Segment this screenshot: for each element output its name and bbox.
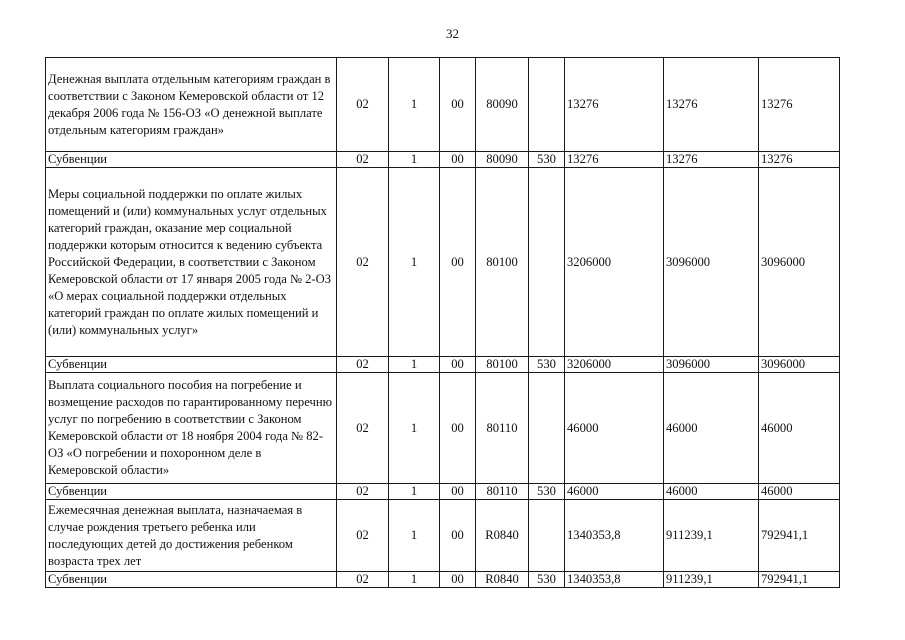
amount-cell: 3206000 — [565, 357, 664, 373]
amount-cell: 13276 — [565, 58, 664, 152]
code-cell: 00 — [440, 572, 476, 588]
expense-type-cell: 530 — [529, 572, 565, 588]
table-row — [46, 168, 840, 357]
code-cell: 02 — [337, 152, 389, 168]
code-cell: 02 — [337, 168, 389, 357]
amount-cell: 792941,1 — [759, 500, 840, 572]
code-cell: 00 — [440, 152, 476, 168]
code-cell: 00 — [440, 168, 476, 357]
amount-cell: 1340353,8 — [565, 572, 664, 588]
row-description: Субвенции — [46, 357, 337, 373]
code-cell: 80110 — [476, 373, 529, 484]
amount-cell: 3206000 — [565, 168, 664, 357]
row-description: Денежная выплата отдельным категориям граждан в соответствии с Законом Кемеровской области от 12 декабря 2006 года № 156-ОЗ «О денежной выплате отдельным категориям граждан» — [46, 58, 337, 152]
expense-type-cell — [529, 58, 565, 152]
code-cell: 80100 — [476, 168, 529, 357]
code-cell: 1 — [389, 373, 440, 484]
code-cell: 80090 — [476, 152, 529, 168]
code-cell: 00 — [440, 357, 476, 373]
code-cell: 00 — [440, 484, 476, 500]
amount-cell: 46000 — [565, 484, 664, 500]
code-cell: 02 — [337, 500, 389, 572]
code-cell: 02 — [337, 484, 389, 500]
code-cell: 00 — [440, 500, 476, 572]
code-cell: 1 — [389, 357, 440, 373]
amount-cell: 13276 — [759, 58, 840, 152]
amount-cell: 1340353,8 — [565, 500, 664, 572]
code-cell: 1 — [389, 484, 440, 500]
table-row — [46, 152, 840, 168]
code-cell: 1 — [389, 152, 440, 168]
code-cell: 80110 — [476, 484, 529, 500]
amount-cell: 46000 — [565, 373, 664, 484]
code-cell: 00 — [440, 58, 476, 152]
expense-type-cell — [529, 373, 565, 484]
code-cell: 1 — [389, 58, 440, 152]
amount-cell: 911239,1 — [664, 572, 759, 588]
amount-cell: 13276 — [664, 58, 759, 152]
amount-cell: 46000 — [759, 484, 840, 500]
expense-type-cell: 530 — [529, 484, 565, 500]
budget-table — [45, 57, 840, 588]
row-description: Субвенции — [46, 152, 337, 168]
code-cell: 00 — [440, 373, 476, 484]
page-number: 32 — [446, 26, 459, 41]
code-cell: 02 — [337, 572, 389, 588]
amount-cell: 3096000 — [664, 168, 759, 357]
code-cell: 02 — [337, 357, 389, 373]
code-cell: 1 — [389, 168, 440, 357]
code-cell: 1 — [389, 500, 440, 572]
code-cell: 02 — [337, 373, 389, 484]
amount-cell: 792941,1 — [759, 572, 840, 588]
amount-cell: 13276 — [759, 152, 840, 168]
amount-cell: 3096000 — [664, 357, 759, 373]
amount-cell: 13276 — [565, 152, 664, 168]
expense-type-cell — [529, 168, 565, 357]
amount-cell: 46000 — [759, 373, 840, 484]
expense-type-cell: 530 — [529, 152, 565, 168]
table-row — [46, 572, 840, 588]
code-cell: 80090 — [476, 58, 529, 152]
table-row — [46, 58, 840, 152]
row-description: Субвенции — [46, 484, 337, 500]
table-row — [46, 500, 840, 572]
table-row — [46, 484, 840, 500]
amount-cell: 3096000 — [759, 168, 840, 357]
code-cell: R0840 — [476, 572, 529, 588]
row-description: Ежемесячная денежная выплата, назначаемая в случае рождения третьего ребенка или последующих детей до достижения ребенком возраста трех лет — [46, 500, 337, 572]
code-cell: 1 — [389, 572, 440, 588]
row-description: Субвенции — [46, 572, 337, 588]
code-cell: R0840 — [476, 500, 529, 572]
amount-cell: 3096000 — [759, 357, 840, 373]
code-cell: 02 — [337, 58, 389, 152]
amount-cell: 911239,1 — [664, 500, 759, 572]
code-cell: 80100 — [476, 357, 529, 373]
amount-cell: 46000 — [664, 484, 759, 500]
expense-type-cell — [529, 500, 565, 572]
row-description: Меры социальной поддержки по оплате жилых помещений и (или) коммунальных услуг отдельных категорий граждан, оказание мер социальной поддержки которым относится к ведению субъекта Российской Федерации, в соответствии с Законом Кемеровской области от 17 января 2005 года № 2-ОЗ «О мерах социальной поддержки отдельных категорий граждан по оплате жилых помещений и (или) коммунальных услуг» — [46, 168, 337, 357]
expense-type-cell: 530 — [529, 357, 565, 373]
amount-cell: 13276 — [664, 152, 759, 168]
table-row — [46, 373, 840, 484]
amount-cell: 46000 — [664, 373, 759, 484]
table-row — [46, 357, 840, 373]
row-description: Выплата социального пособия на погребение и возмещение расходов по гарантированному перечню услуг по погребению в соответствии с Законом Кемеровской области от 18 ноября 2004 года № 82-ОЗ «О погребении и похоронном деле в Кемеровской области» — [46, 373, 337, 484]
